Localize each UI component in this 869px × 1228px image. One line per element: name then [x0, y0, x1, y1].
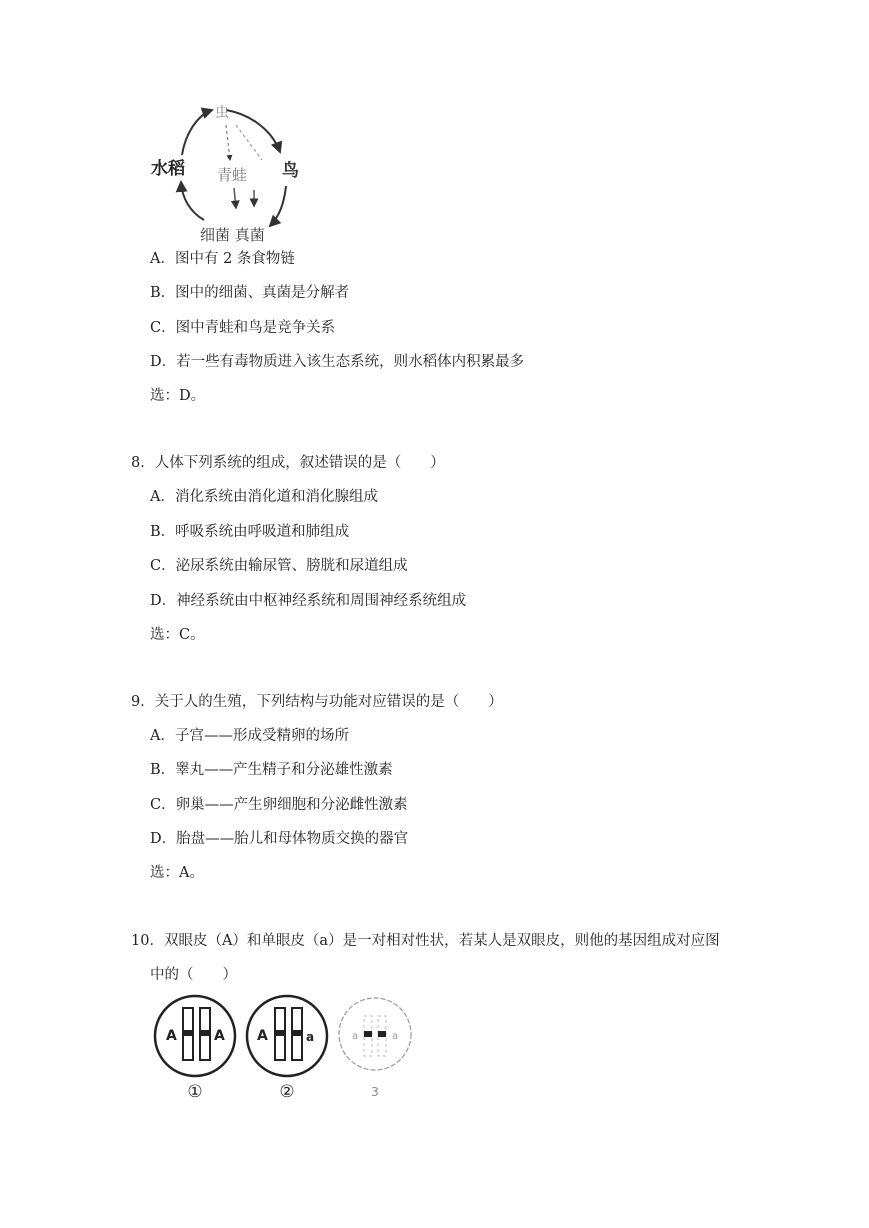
cell-3-right-allele: a [392, 1031, 399, 1042]
q9-answer: 选：A。 [150, 865, 204, 881]
cell-2-left-allele: A [257, 1028, 268, 1044]
q7-option-c: C．图中青蛙和鸟是竞争关系 [150, 320, 336, 336]
label-insect: 虫 [215, 105, 229, 121]
q8-option-b: B．呼吸系统由呼吸道和肺组成 [150, 524, 350, 540]
arrow-insect-to-bird [226, 110, 280, 152]
label-bird: 鸟 [282, 161, 299, 181]
arrow-rice-to-insect [182, 110, 212, 155]
cell-2 [247, 996, 327, 1102]
q9-stem: 9．关于人的生殖，下列结构与功能对应错误的是（ ） [131, 694, 503, 710]
gene-cells-diagram [150, 994, 420, 1104]
arrow-decomposers-to-rice [181, 182, 204, 220]
cell-2-number: ② [279, 1082, 295, 1102]
cell-1 [155, 996, 235, 1102]
q7-option-a: A．图中有 2 条食物链 [150, 251, 295, 267]
cell-3-left-allele: a [352, 1031, 359, 1042]
cell-2-right-allele: a [306, 1030, 315, 1044]
q9-option-c: C．卵巢——产生卵细胞和分泌雌性激素 [150, 797, 408, 813]
label-decomposers: 细菌 真菌 [200, 226, 265, 244]
cell-3-number: 3 [371, 1085, 379, 1099]
q7-answer: 选：D。 [150, 388, 206, 404]
q10-stem-continued: 中的（ ） [150, 967, 237, 983]
q8-stem: 8．人体下列系统的组成，叙述错误的是（ ） [131, 455, 445, 471]
arrow-bird-to-decomposers [270, 186, 286, 226]
cell-1-number: ① [187, 1082, 203, 1102]
q8-option-a: A．消化系统由消化道和消化腺组成 [150, 489, 378, 505]
cell-1-left-allele: A [166, 1028, 177, 1044]
q10-stem: 10．双眼皮（A）和单眼皮（a）是一对相对性状，若某人是双眼皮，则他的基因组成对应图 [131, 933, 720, 949]
label-frog: 青蛙 [216, 166, 248, 184]
arrow-frog-to-decomposers [234, 188, 236, 208]
arrow-insect-to-frog [226, 125, 230, 160]
q9-option-b: B．睾丸——产生精子和分泌雄性激素 [150, 762, 393, 778]
cell-1-right-allele: A [214, 1028, 225, 1044]
q7-option-d: D．若一些有毒物质进入该生态系统，则水稻体内积累最多 [150, 354, 525, 370]
arrow-insect-to-bird-dashed [236, 125, 262, 160]
label-rice: 水稻 [151, 159, 185, 179]
q8-option-d: D．神经系统由中枢神经系统和周围神经系统组成 [150, 593, 467, 609]
q7-option-b: B．图中的细菌、真菌是分解者 [150, 285, 350, 301]
q9-option-d: D．胎盘——胎儿和母体物质交换的器官 [150, 831, 409, 847]
food-web-diagram [150, 100, 310, 245]
q9-option-a: A．子宫——形成受精卵的场所 [150, 728, 349, 744]
q8-option-c: C．泌尿系统由输尿管、膀胱和尿道组成 [150, 558, 408, 574]
cell-3 [339, 998, 411, 1099]
q8-answer: 选：C。 [150, 627, 205, 643]
